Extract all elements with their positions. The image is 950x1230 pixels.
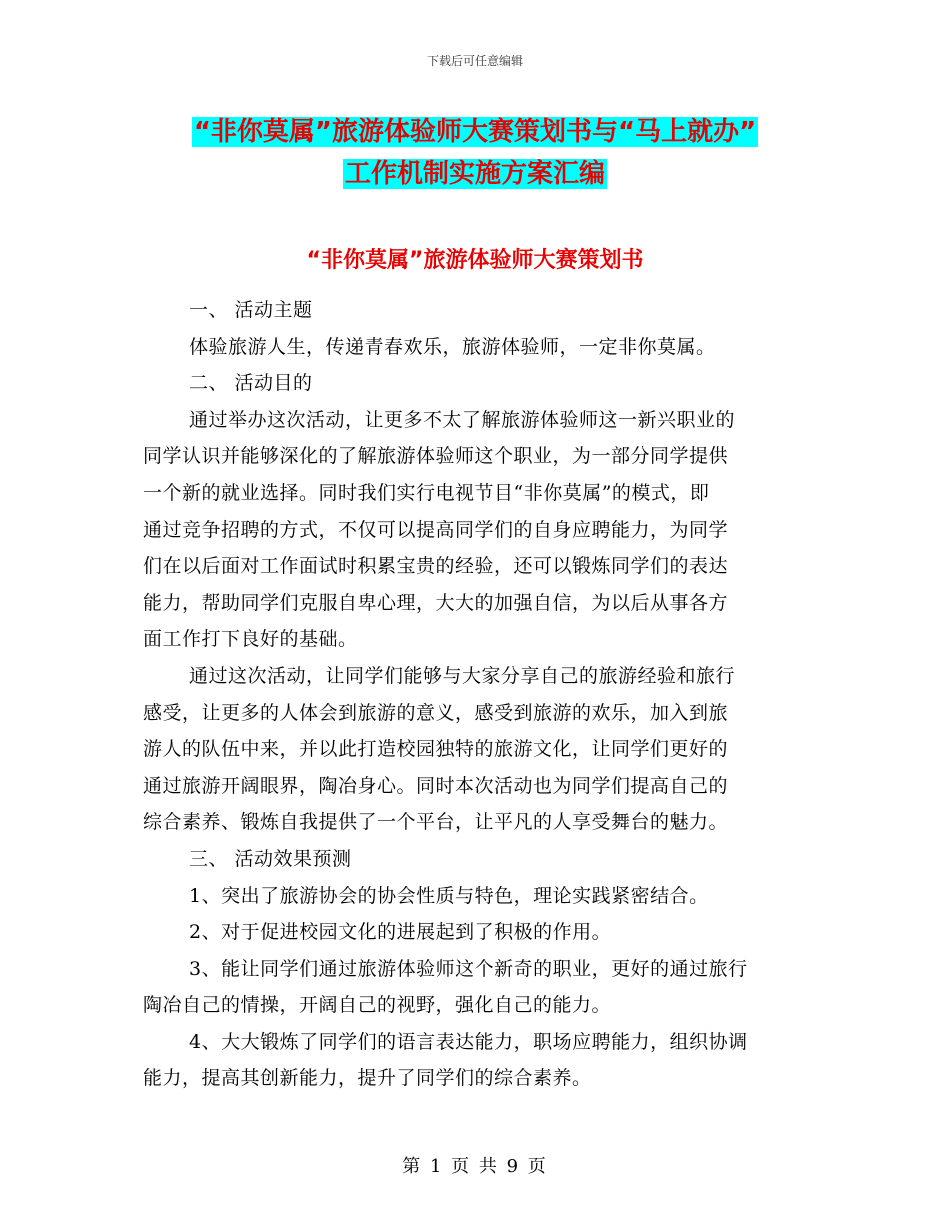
page-footer: 第 1 页 共 9 页 xyxy=(402,1156,548,1177)
paragraph-line: 1、突出了旅游协会的协会性质与特色，理论实践紧密结合。 xyxy=(189,884,709,907)
paragraph-line: 游人的队伍中来，并以此打造校园独特的旅游文化，让同学们更好的 xyxy=(143,738,729,761)
paragraph-line: 2、对于促进校园文化的进展起到了积极的作用。 xyxy=(189,921,612,944)
paragraph-line: 面工作打下良好的基础。 xyxy=(143,628,358,651)
body-text xyxy=(143,292,813,1097)
paragraph-line: 感受，让更多的人体会到旅游的意义，感受到旅游的欢乐，加入到旅 xyxy=(143,701,729,724)
paragraph-line: 一、 活动主题 xyxy=(189,299,313,321)
paragraph-line: 综合素养、锻炼自我提供了一个平台，让平凡的人享受舞台的魅力。 xyxy=(143,811,729,834)
paragraph-line: 们在以后面对工作面试时积累宝贵的经验，还可以锻炼同学们的表达 xyxy=(143,555,729,578)
paragraph-line: 二、 活动目的 xyxy=(189,372,313,395)
paragraph-line: 同学认识并能够深化的了解旅游体验师这个职业，为一部分同学提供 xyxy=(143,445,729,468)
paragraph-line: 通过举办这次活动，让更多不太了解旅游体验师这一新兴职业的 xyxy=(189,408,736,431)
section-title: “非你莫属”旅游体验师大赛策划书 xyxy=(306,248,644,273)
document-title-line-1: “非你莫属”旅游体验师大赛策划书与“马上就办” xyxy=(193,117,757,147)
paragraph-line: 三、 活动效果预测 xyxy=(189,847,352,870)
paragraph-line: 陶冶自己的情操，开阔自己的视野，强化自己的能力。 xyxy=(143,994,612,1017)
paragraph-line: 4、大大锻炼了同学们的语言表达能力，职场应聘能力，组织协调 xyxy=(189,1030,748,1053)
paragraph-line: 通过竞争招聘的方式，不仅可以提高同学们的自身应聘能力，为同学 xyxy=(143,518,729,541)
paragraph-line: 能力，帮助同学们克服自卑心理，大大的加强自信，为以后从事各方 xyxy=(143,591,729,614)
paragraph-line: 能力，提高其创新能力，提升了同学们的综合素养。 xyxy=(143,1067,592,1090)
paragraph-line: 通过这次活动，让同学们能够与大家分享自己的旅游经验和旅行 xyxy=(189,664,736,687)
paragraph-line: 一个新的就业选择。同时我们实行电视节目“非你莫属”的模式，即 xyxy=(143,481,710,504)
document-title-line-2: 工作机制实施方案汇编 xyxy=(344,159,605,189)
paragraph-line: 通过旅游开阔眼界，陶冶身心。同时本次活动也为同学们提高自己的 xyxy=(143,774,729,797)
header-note: 下载后可任意编辑 xyxy=(426,54,523,68)
paragraph-line: 体验旅游人生，传递青春欢乐，旅游体验师，一定非你莫属。 xyxy=(189,335,716,358)
paragraph-line: 3、能让同学们通过旅游体验师这个新奇的职业，更好的通过旅行 xyxy=(189,957,748,980)
